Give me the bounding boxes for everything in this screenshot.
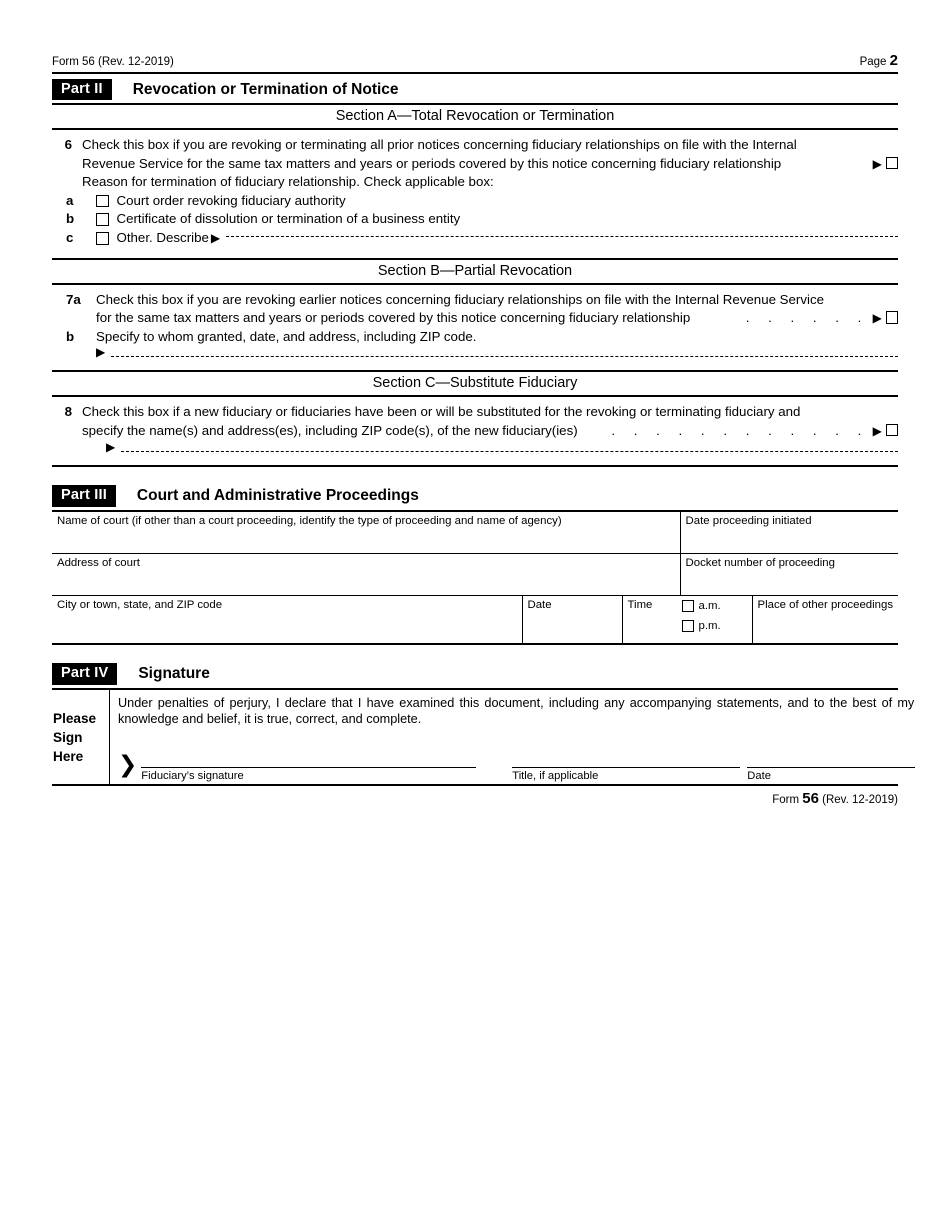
line-8-text-1: Check this box if a new fiduciary or fiduciaries have been or will be substituted for the revoking or terminating fiduciary and [82,404,801,420]
sign-here-line-3: Here [53,748,84,764]
line-6b-checkbox[interactable] [96,213,109,226]
line-7a-arrow-right-icon: ▶ [872,311,882,326]
footer-prefix: Form [772,793,800,806]
line-8-endmark [611,422,898,441]
pm-label: p.m. [698,619,721,632]
line-6-endmark [873,155,898,174]
page-header [52,52,898,72]
am-label: a.m. [698,599,721,612]
line-7a-text-1: Check this box if you are revoking earlier notices concerning fiduciary relationships on file with the Internal Revenue Service [96,291,825,307]
line-6c-checkbox[interactable] [96,232,109,245]
sign-here-arrow-icon: ❯ [118,750,138,777]
cell-city-state-zip[interactable] [52,595,522,643]
line-6c-arrow-right-icon: ▶ [210,231,221,246]
arrow-right-icon: ▶ [872,156,882,171]
signature-fields [118,750,915,784]
line-6-number: 6 [64,137,72,152]
cell-docket-number[interactable] [680,553,898,595]
label-date-proceeding-initiated: Date proceeding initiated [685,514,812,527]
line-6-text-1: Check this box if you are revoking or terminating all prior notices concerning fiduciary relationships on file with the Internal [82,137,797,152]
line-8-body [82,403,898,440]
line-7a-number: 7a [66,291,81,307]
line-6b-label: Certificate of dissolution or termination of a business entity [116,211,461,227]
am-option[interactable] [682,600,752,613]
sign-here-line-2: Sign [53,729,83,745]
page-indicator [860,52,898,69]
label-city-state-zip: City or town, state, and ZIP code [57,598,223,611]
label-place-of-other-proceedings: Place of other proceedings [757,598,894,611]
cell-place-of-other-proceedings[interactable] [752,595,898,643]
table-row [52,553,898,595]
line-8-entry-arrow-right-icon: ▶ [106,439,116,454]
line-7b [52,328,898,347]
cell-date[interactable] [522,595,622,643]
line-7b-letter: b [66,328,75,344]
line-8 [52,403,898,440]
section-b-band: Section B—Partial Revocation [377,262,573,279]
line-6a [52,192,898,211]
page-label: Page [859,56,887,68]
part2-badge: Part II [52,79,112,101]
line-8-write-in-field[interactable] [121,451,898,452]
line-6-body [82,136,898,192]
line-7b-arrow-right-icon: ▶ [96,345,106,360]
part4-title: Signature [138,665,210,683]
pm-checkbox[interactable] [682,620,694,632]
label-name-of-court: Name of court (if other than a court proceeding, identify the type of proceeding and name of agency) [57,514,562,527]
form-footer [52,786,898,807]
line-7b-entry-row [52,346,898,360]
line-8-number: 8 [64,404,72,420]
line-7a-text-2: for the same tax matters and years or periods covered by this notice concerning fiduciary relationship [96,310,691,326]
label-date: Date [527,598,552,611]
cell-time[interactable] [622,595,680,643]
line-7b-label: Specify to whom granted, date, and address, including ZIP code. [96,328,477,344]
line-6-text-2: Revenue Service for the same tax matters and years or periods covered by this notice concerning fiduciary relationship [82,155,782,171]
part2-header [52,76,898,103]
line-7a [52,291,898,328]
line-6 [52,136,898,192]
part3-header [52,483,898,510]
line-8-entry-row [52,441,898,455]
fiduciary-signature-field[interactable] [141,767,476,782]
pm-option[interactable] [682,620,752,633]
header-rule [52,72,898,74]
line-6c-letter: c [66,229,74,245]
label-address-of-court: Address of court [57,556,140,569]
line-7b-write-in-field[interactable] [111,356,898,357]
label-docket-number: Docket number of proceeding [685,556,835,569]
line-6-text-3: Reason for termination of fiduciary relationship. Check applicable box: [82,174,494,190]
line-6a-letter: a [66,192,74,208]
section-a-band: Section A—Total Revocation or Termination [335,108,615,124]
perjury-statement: Under penalties of perjury, I declare that I have examined this document, including any accompanying statements, and to the best of my knowledge and belief, it is true, correct, and complete. [118,695,915,727]
title-field[interactable] [512,767,740,782]
section-c-band: Section C—Substitute Fiduciary [372,375,578,392]
sign-here-label [52,690,110,784]
line-6c-write-in-field[interactable] [226,236,898,237]
am-pm-group [682,599,752,633]
line-8-arrow-right-icon: ▶ [872,423,882,438]
part4-header [52,661,898,688]
line-7a-body [96,291,898,328]
line-7a-leader-dots: . . . . . . [745,310,869,326]
cell-date-proceeding-initiated[interactable] [680,512,898,554]
footer-form-number: 56 [802,789,819,807]
line-7a-checkbox[interactable] [886,311,899,324]
part2-title: Revocation or Termination of Notice [132,80,399,98]
cell-am-pm [680,595,752,643]
am-checkbox[interactable] [682,600,694,612]
signature-date-field[interactable] [747,767,915,782]
line-6c [52,229,898,248]
line-6a-label: Court order revoking fiduciary authority [116,192,346,208]
line-8-leader-dots: . . . . . . . . . . . . [611,422,869,438]
line-6c-label: Other. Describe [116,229,209,245]
line-6a-checkbox[interactable] [96,195,109,208]
court-proceedings-table [52,512,898,643]
line-7a-endmark [746,309,898,328]
signature-block [52,690,915,784]
signature-right [110,690,915,784]
form-revision-label: Form 56 (Rev. 12-2019) [52,56,174,68]
line-8-checkbox[interactable] [886,424,899,437]
form-sheet [52,52,915,807]
line-8-text-2: specify the name(s) and address(es), including ZIP code(s), of the new fiduciary(ies) [82,422,578,438]
cell-address-of-court[interactable] [52,553,680,595]
part4-badge: Part IV [52,663,117,685]
title-label: Title, if applicable [512,769,599,782]
line-6b [52,210,898,229]
line-6b-letter: b [66,211,75,227]
table-row [52,595,898,643]
part3-title: Court and Administrative Proceedings [136,487,419,505]
page-number: 2 [889,52,898,69]
signature-date-label: Date [747,769,771,782]
footer-suffix: (Rev. 12-2019) [822,793,898,806]
line-6-checkbox[interactable] [886,157,899,170]
cell-name-of-court[interactable] [52,512,680,554]
label-time: Time [627,598,653,611]
sign-here-line-1: Please [53,710,97,726]
fiduciary-signature-label: Fiduciary’s signature [141,769,244,782]
table-row [52,512,898,554]
part3-badge: Part III [52,485,116,507]
